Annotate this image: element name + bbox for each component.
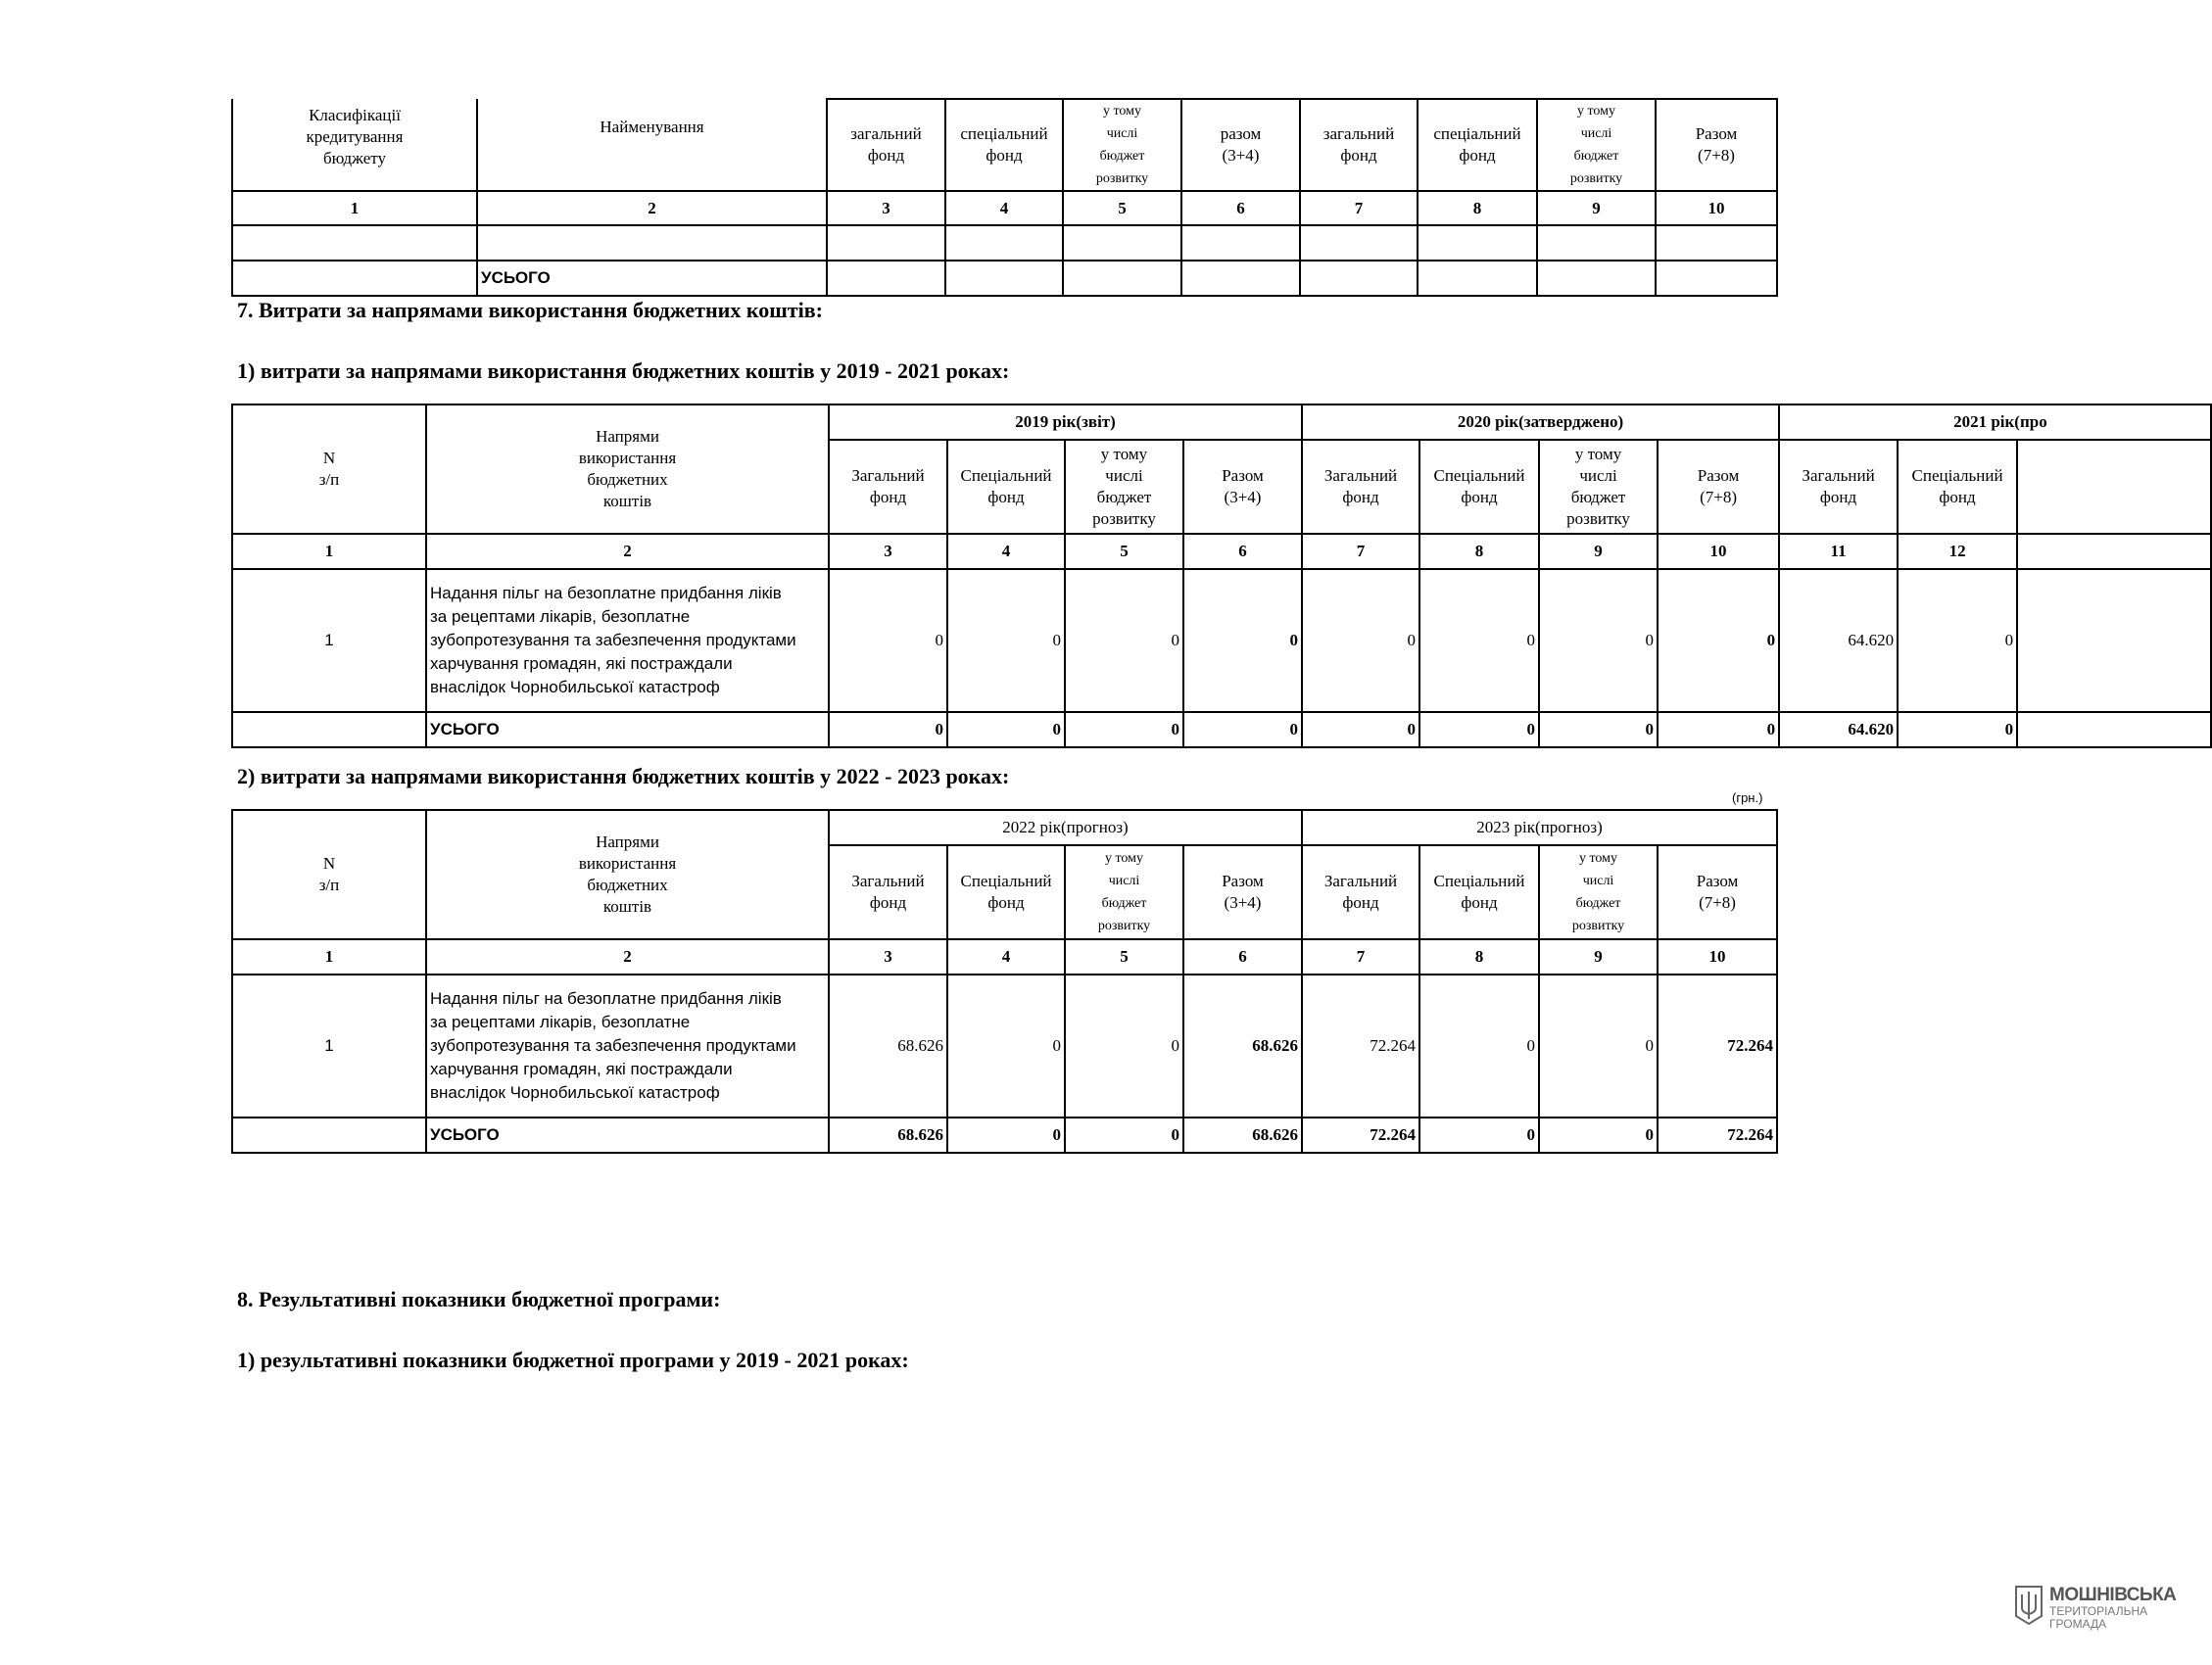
col-number: 7 [1302, 939, 1419, 975]
year-2023-header: 2023 рік(прогноз) [1302, 810, 1777, 845]
expenses-2019-2021-table [231, 404, 2212, 748]
section8-sub1-title: 1) результативні показники бюджетної програми у 2019 - 2021 роках: [237, 1348, 909, 1372]
row-number: 1 [232, 975, 426, 1118]
total-value: 0 [1065, 712, 1183, 747]
col-number: 2 [426, 939, 829, 975]
col-number: 11 [1779, 534, 1898, 569]
header-general-fund: загальний фонд [827, 99, 945, 191]
col-number: 1 [232, 191, 477, 225]
value-cell: 0 [1539, 569, 1658, 712]
header-n: N з/п [232, 810, 426, 939]
value-cell: 0 [1658, 569, 1779, 712]
col-number: 8 [1419, 534, 1539, 569]
col-number: 2 [426, 534, 829, 569]
value-cell: 0 [1065, 975, 1183, 1118]
value-cell: 0 [1419, 569, 1539, 712]
sub-special-fund: Спеціальний фонд [947, 845, 1065, 939]
header-special-fund: спеціальний фонд [945, 99, 1063, 191]
total-value: 0 [1539, 1118, 1658, 1153]
total-value: 0 [1539, 712, 1658, 747]
col-number: 3 [829, 534, 947, 569]
section7-sub2-title: 2) витрати за напрямами використання бюджетних коштів у 2022 - 2023 роках: [237, 764, 1010, 788]
total-row [232, 1118, 1777, 1153]
total-value: 0 [1302, 712, 1419, 747]
trident-icon [2014, 1585, 2044, 1631]
total-value: 0 [1065, 1118, 1183, 1153]
crediting-table [231, 98, 1778, 297]
section8-title: 8. Результативні показники бюджетної програми: [237, 1287, 721, 1311]
col-number: 10 [1656, 191, 1777, 225]
total-value: 64.620 [1779, 712, 1898, 747]
sub-cut-off [2017, 440, 2211, 534]
total-value: 0 [1898, 712, 2017, 747]
sub-total: Разом (3+4) [1183, 845, 1302, 939]
value-cell: 0 [829, 569, 947, 712]
col-number: 7 [1300, 191, 1418, 225]
col-number: 12 [1898, 534, 2017, 569]
col-number: 8 [1418, 191, 1537, 225]
col-number: 5 [1063, 191, 1181, 225]
value-cell: 0 [1302, 569, 1419, 712]
col-number: 1 [232, 534, 426, 569]
sub-total: Разом (3+4) [1183, 440, 1302, 534]
header-classification: Класифікації кредитування бюджету [232, 99, 477, 191]
total-label: УСЬОГО [426, 1118, 829, 1153]
expenses-2022-2023-table [231, 809, 1778, 1154]
value-cell: 72.264 [1302, 975, 1419, 1118]
sub-general-fund: Загальний фонд [1302, 440, 1419, 534]
total-value: 0 [1419, 712, 1539, 747]
table-row [232, 569, 2211, 712]
total-value: 0 [829, 712, 947, 747]
header-directions: Напрями використання бюджетних коштів [426, 404, 829, 534]
section7-title: 7. Витрати за напрямами використання бюджетних коштів: [237, 298, 823, 322]
total-value: 68.626 [1183, 1118, 1302, 1153]
table-row [232, 975, 1777, 1118]
col-number: 6 [1181, 191, 1300, 225]
empty-row [232, 225, 1777, 261]
header-special-fund-2: спеціальний фонд [1418, 99, 1537, 191]
header-development-budget-2: у тому числі бюджет розвитку [1537, 99, 1656, 191]
sub-special-fund: Спеціальний фонд [1419, 440, 1539, 534]
sub-special-fund: Спеціальний фонд [947, 440, 1065, 534]
col-number: 5 [1065, 939, 1183, 975]
header-directions: Напрями використання бюджетних коштів [426, 810, 829, 939]
col-number: 6 [1183, 939, 1302, 975]
sub-general-fund: Загальний фонд [1302, 845, 1419, 939]
total-value: 0 [947, 712, 1065, 747]
header-total-3-4: разом (3+4) [1181, 99, 1300, 191]
sub-development-budget: у тому числі бюджет розвитку [1065, 440, 1183, 534]
year-2022-header: 2022 рік(прогноз) [829, 810, 1302, 845]
value-cell: 64.620 [1779, 569, 1898, 712]
value-cell: 0 [947, 569, 1065, 712]
header-total-7-8: Разом (7+8) [1656, 99, 1777, 191]
value-cell: 72.264 [1658, 975, 1777, 1118]
value-cell: 68.626 [1183, 975, 1302, 1118]
sub-development-budget: у тому числі бюджет розвитку [1065, 845, 1183, 939]
sub-general-fund: Загальний фонд [1779, 440, 1898, 534]
total-row [232, 712, 2211, 747]
total-value: 0 [1183, 712, 1302, 747]
value-cell: 0 [1065, 569, 1183, 712]
col-number: 10 [1658, 534, 1779, 569]
year-2019-header: 2019 рік(звіт) [829, 404, 1302, 440]
row-number: 1 [232, 569, 426, 712]
value-cell: 0 [947, 975, 1065, 1118]
col-number: 3 [827, 191, 945, 225]
row-description: Надання пільг на безоплатне придбання ліків за рецептами лікарів, безоплатне зубопротезування та забезпечення продуктами харчування громадян, які постраждали внаслідок Чорнобильської катастроф [426, 569, 829, 712]
total-row [232, 261, 1777, 296]
header-name: Найменування [477, 99, 827, 191]
col-number: 4 [947, 939, 1065, 975]
col-number: 10 [1658, 939, 1777, 975]
col-number: 5 [1065, 534, 1183, 569]
col-number: 9 [1539, 939, 1658, 975]
unit-label: (грн.) [1732, 790, 1763, 805]
header-general-fund-2: загальний фонд [1300, 99, 1418, 191]
sub-total: Разом (7+8) [1658, 440, 1779, 534]
col-number: 4 [947, 534, 1065, 569]
sub-total: Разом (7+8) [1658, 845, 1777, 939]
value-cell: 0 [1539, 975, 1658, 1118]
sub-general-fund: Загальний фонд [829, 845, 947, 939]
total-value: 72.264 [1658, 1118, 1777, 1153]
col-number: 8 [1419, 939, 1539, 975]
section7-sub1-title: 1) витрати за напрямами використання бюджетних коштів у 2019 - 2021 роках: [237, 358, 1010, 383]
total-value: 0 [947, 1118, 1065, 1153]
sub-development-budget: у тому числі бюджет розвитку [1539, 845, 1658, 939]
col-number: 1 [232, 939, 426, 975]
col-number: 6 [1183, 534, 1302, 569]
total-label: УСЬОГО [477, 261, 827, 296]
header-n: N з/п [232, 404, 426, 534]
header-development-budget: у тому числі бюджет розвитку [1063, 99, 1181, 191]
col-number: 3 [829, 939, 947, 975]
total-value: 0 [1658, 712, 1779, 747]
col-number: 7 [1302, 534, 1419, 569]
total-value: 0 [1419, 1118, 1539, 1153]
year-2021-header: 2021 рік(про [1779, 404, 2211, 440]
col-number: 4 [945, 191, 1063, 225]
value-cell: 0 [1183, 569, 1302, 712]
value-cell: 0 [1419, 975, 1539, 1118]
sub-general-fund: Загальний фонд [829, 440, 947, 534]
sub-special-fund: Спеціальний фонд [1419, 845, 1539, 939]
total-label: УСЬОГО [426, 712, 829, 747]
col-number: 9 [1537, 191, 1656, 225]
value-cell: 0 [1898, 569, 2017, 712]
col-number: 2 [477, 191, 827, 225]
row-description: Надання пільг на безоплатне придбання ліків за рецептами лікарів, безоплатне зубопротезування та забезпечення продуктами харчування громадян, які постраждали внаслідок Чорнобильської катастроф [426, 975, 829, 1118]
community-logo [2014, 1585, 2176, 1631]
logo-text: МОШНІВСЬКА ТЕРИТОРІАЛЬНА ГРОМАДА [2049, 1584, 2177, 1631]
sub-development-budget: у тому числі бюджет розвитку [1539, 440, 1658, 534]
col-number: 9 [1539, 534, 1658, 569]
value-cell: 68.626 [829, 975, 947, 1118]
total-value: 68.626 [829, 1118, 947, 1153]
total-value: 72.264 [1302, 1118, 1419, 1153]
sub-special-fund: Спеціальний фонд [1898, 440, 2017, 534]
year-2020-header: 2020 рік(затверджено) [1302, 404, 1779, 440]
